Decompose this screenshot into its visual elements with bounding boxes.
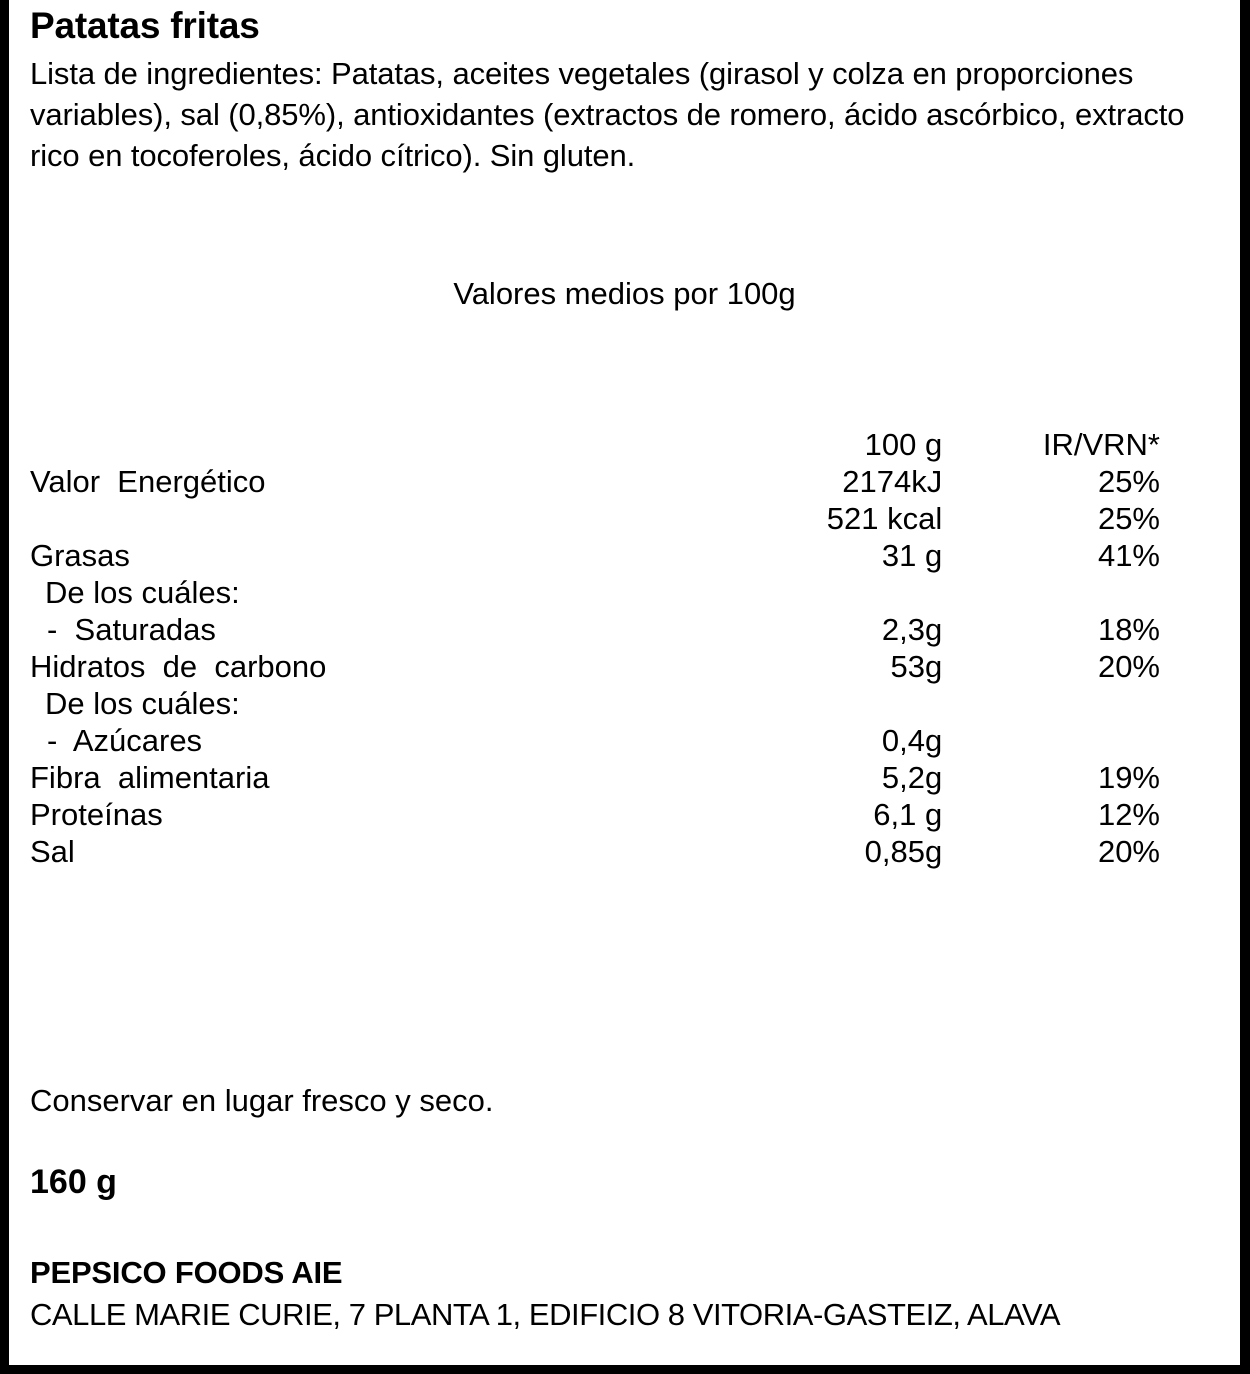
table-row <box>30 833 1218 870</box>
nutrient-amount: 53g <box>890 649 943 684</box>
ingredients-list: Lista de ingredientes: Patatas, aceites vegetales (girasol y colza en proporciones variables), sal (0,85%), antioxidantes (extractos de romero, ácido ascórbico, extracto rico en tocoferoles, ácido cítrico). Sin gluten. <box>30 56 1185 173</box>
table-row <box>30 759 1218 796</box>
net-weight: 160 g <box>30 1163 117 1201</box>
nutrient-percent <box>960 685 1218 722</box>
table-row <box>30 648 1218 685</box>
table-row <box>30 463 1218 500</box>
nutrient-label: Fibra alimentaria <box>30 760 270 795</box>
nutrient-percent: 20% <box>1097 649 1160 684</box>
nutrient-percent <box>960 574 1218 611</box>
nutrient-amount: 5,2g <box>881 760 943 795</box>
nutrient-label: De los cuáles: <box>45 686 240 721</box>
nutrient-label: Grasas <box>30 538 130 573</box>
storage-instructions: Conservar en lugar fresco y seco. <box>30 1083 494 1118</box>
nutrition-table-body <box>30 463 1218 870</box>
nutrient-amount: 521 kcal <box>826 501 943 536</box>
header-amount-per-100g: 100 g <box>864 427 943 462</box>
nutrient-amount: 0,4g <box>881 723 943 758</box>
nutrition-table-container <box>30 422 1218 870</box>
nutrient-label: Valor Energético <box>30 464 266 499</box>
nutrient-amount <box>671 685 960 722</box>
label-content <box>9 4 1240 1369</box>
nutrient-percent: 25% <box>1097 501 1160 536</box>
header-nutrient <box>30 422 671 463</box>
nutrition-table-caption: Valores medios por 100g <box>453 276 796 311</box>
nutrient-percent: 18% <box>1097 612 1160 647</box>
table-row <box>30 537 1218 574</box>
table-row <box>30 722 1218 759</box>
table-row <box>30 796 1218 833</box>
nutrient-amount: 2,3g <box>881 612 943 647</box>
nutrient-percent <box>960 722 1218 759</box>
company-address: CALLE MARIE CURIE, 7 PLANTA 1, EDIFICIO 8 VITORIA-GASTEIZ, ALAVA <box>30 1297 1061 1332</box>
nutrient-label: Sal <box>30 834 75 869</box>
table-header-row <box>30 422 1218 463</box>
table-row <box>30 611 1218 648</box>
table-row <box>30 574 1218 611</box>
nutrient-amount: 2174kJ <box>842 464 943 499</box>
product-title: Patatas fritas <box>30 5 260 46</box>
nutrient-label <box>30 500 671 537</box>
nutrient-amount: 0,85g <box>864 834 943 869</box>
nutrient-amount: 6,1 g <box>873 797 943 832</box>
nutrient-label: De los cuáles: <box>45 575 240 610</box>
company-name: PEPSICO FOODS AIE <box>30 1255 343 1290</box>
header-reference-intake: IR/VRN* <box>1042 427 1160 462</box>
nutrition-table <box>30 422 1218 870</box>
nutrient-percent: 25% <box>1097 464 1160 499</box>
nutrient-label: - Azúcares <box>47 723 203 758</box>
nutrient-amount: 31 g <box>881 538 943 573</box>
nutrient-percent: 12% <box>1097 797 1160 832</box>
nutrient-percent: 20% <box>1097 834 1160 869</box>
nutrient-label: - Saturadas <box>47 612 216 647</box>
nutrient-label: Hidratos de carbono <box>30 649 327 684</box>
nutrient-label: Proteínas <box>30 797 163 832</box>
nutrient-percent: 41% <box>1097 538 1160 573</box>
table-row <box>30 500 1218 537</box>
table-row <box>30 685 1218 722</box>
nutrient-percent: 19% <box>1097 760 1160 795</box>
nutrient-amount <box>671 574 960 611</box>
nutrition-table-head <box>30 422 1218 463</box>
